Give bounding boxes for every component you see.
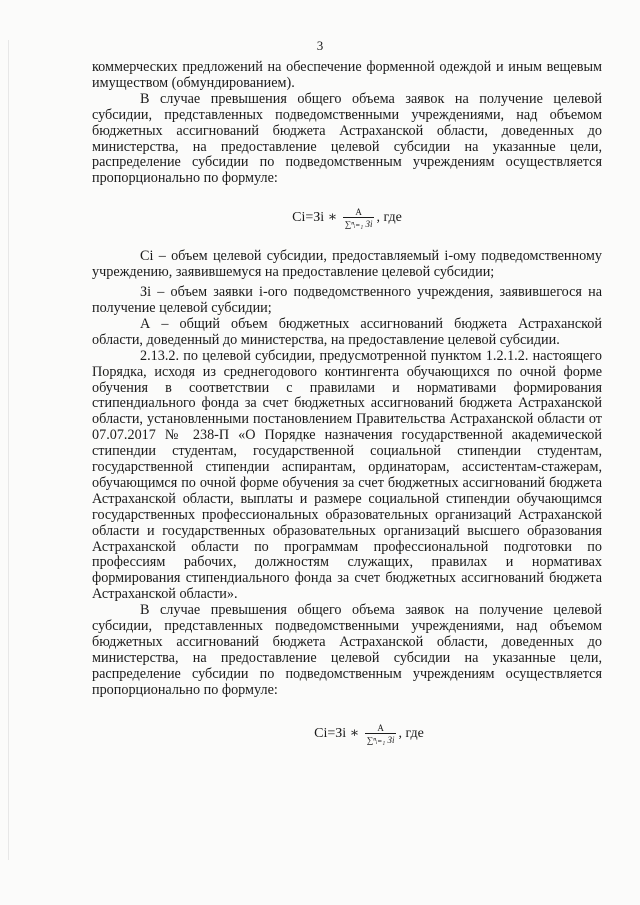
formula-numerator: A [365, 723, 397, 734]
paragraph-excess-rule-2: В случае превышения общего объема заявок на получение целевой субсидии, представленных подведомственными учреждениями, над объемом бюджетных ассигнований бюджета Астраханской области, доведенных до министерства, на предоставление целевой субсидии на указанные цели, распределение субсидии по подведомственным учреждениям осуществляется пропорционально по формуле: [92, 602, 602, 698]
clause-2-13-2: 2.13.2. по целевой субсидии, предусмотренной пунктом 1.2.1.2. настоящего Порядка, исходя из среднегодового контингента обучающихся по очной форме обучения в соответствии с правилами и нормативами формирования стипендиального фонда за счет бюджетных ассигнований бюджета Астраханской области, установленными постановлением Правительства Астраханской области от 07.07.2017 № 238-П «О Порядке назначения государственной академической стипендии студентам, государственной социальной стипендии студентам, государственной стипендии аспирантам, ординаторам, ассистентам-стажерам, обучающимся по очной форме обучения за счет бюджетных ассигнований бюджета Астраханской области, выплаты и размере социальной стипендии обучающимся государственных профессиональных образовательных организаций Астраханской области и государственных образовательных организаций высшего образования Астраханской области по программам профессиональной подготовки по профессиям рабочих, должностям служащих, правилах и нормативах формирования стипендиального фонда за счет бюджетных ассигнований бюджета Астраханской области». [92, 347, 602, 603]
document-body [92, 60, 602, 765]
formula-numerator: A [343, 207, 375, 218]
page-edge-line [8, 40, 9, 860]
formula-2 [92, 723, 602, 745]
formula-lhs: Ci=Зi ∗ [314, 725, 360, 741]
formula-lhs: Ci=Зi ∗ [292, 210, 338, 226]
definition-zi: Зi – объем заявки i-ого подведомственного учреждения, заявившегося на получение целевой субсидии; [92, 284, 602, 316]
definition-ci: Ci – объем целевой субсидии, предоставляемый i-ому подведомственному учреждению, заявившемуся на предоставление целевой субсидии; [92, 248, 602, 281]
formula-denominator: ∑ⁿᵢ₌₁ Зi [366, 734, 395, 745]
formula-suffix: , где [398, 725, 424, 741]
formula-fraction [365, 723, 397, 745]
formula-suffix: , где [376, 210, 402, 226]
paragraph-excess-rule-1: В случае превышения общего объема заявок на получение целевой субсидии, представленных подведомственными учреждениями, над объемом бюджетных ассигнований бюджета Астраханской области, доведенных до министерства, на предоставление целевой субсидии на указанные цели, распределение субсидии по подведомственным учреждениям осуществляется пропорционально по формуле: [92, 90, 602, 187]
paragraph-continuation: коммерческих предложений на обеспечение форменной одеждой и иным вещевым имуществом (обмундированием). [92, 59, 602, 91]
page-number: 3 [316, 38, 324, 53]
formula-denominator: ∑ⁿᵢ₌₁ Зi [344, 219, 373, 230]
formula-1 [92, 207, 602, 229]
definition-a: А – общий объем бюджетных ассигнований бюджета Астраханской области, доведенный до министерства, на предоставление целевой субсидии. [92, 315, 602, 348]
formula-fraction [343, 207, 375, 229]
